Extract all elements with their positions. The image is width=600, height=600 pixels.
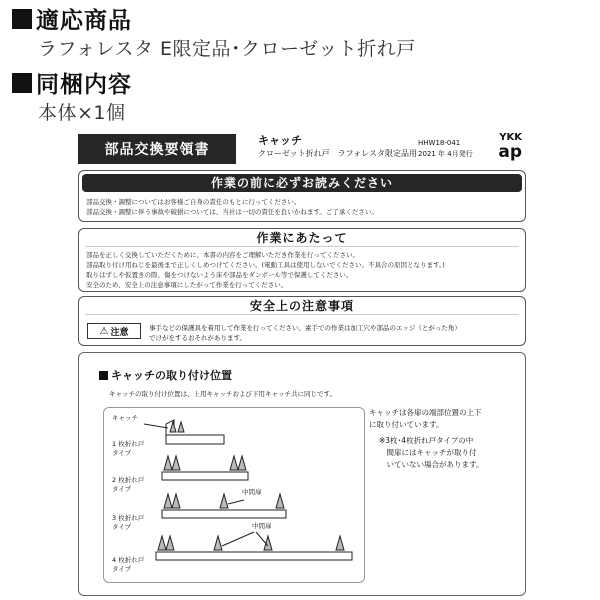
- catch-mark: [238, 456, 246, 470]
- manual-code-block: [418, 138, 473, 160]
- square-bullet-icon: [12, 73, 32, 93]
- catch-mark: [214, 536, 222, 550]
- catch-mark: [166, 536, 174, 550]
- applicable-products-heading: [12, 2, 132, 35]
- catch-mark: [172, 456, 180, 470]
- leader-line: [222, 532, 254, 546]
- catch-mark: [170, 422, 176, 432]
- manual-part-name: キャッチ: [258, 134, 302, 147]
- catch-mark: [336, 536, 344, 550]
- install-title: キャッチの取り付け位置: [99, 367, 232, 383]
- manual-header: [78, 128, 526, 168]
- package-contents-heading: [12, 66, 132, 99]
- type-label: タイプ: [112, 523, 132, 531]
- install-side-note: ※3枚･4枚折れ戸タイプの中 間扉にはキャッチが取り付 いていない場合があります。: [379, 436, 484, 469]
- install-side-text: キャッチは各扉の端部位置の上下 に取り付いています。: [369, 408, 482, 429]
- door-panel: [162, 510, 286, 518]
- door-diagram: [103, 407, 365, 583]
- ykk-ap-logo: YKK ap: [498, 132, 522, 162]
- type-label: 3 枚折れ戸: [112, 514, 145, 522]
- safety-text: [149, 323, 461, 343]
- catch-mark: [172, 494, 180, 508]
- door-diagram-svg: [104, 408, 364, 582]
- work-notes-line: 安全のため、安全上の注意事項にしたがって作業を行ってください。: [86, 281, 288, 289]
- leader-line: [228, 500, 244, 504]
- type-label: タイプ: [112, 565, 132, 573]
- work-notes-line: 取りはずしや仮置きの際、傷をつけないよう床や部品をダンボール等で保護してください。: [86, 271, 353, 279]
- install-position-box: [78, 352, 526, 596]
- leader-line: [144, 424, 168, 428]
- leader-line: [256, 532, 268, 546]
- work-notes-heading: 作業にあたって: [85, 229, 519, 247]
- read-first-box: [78, 170, 526, 222]
- type-label: 2 枚折れ戸: [112, 476, 145, 484]
- middle-door-label: 中間扉: [242, 488, 262, 496]
- applicable-products-text: ラフォレスタ E限定品･クローゼット折れ戸: [38, 38, 416, 60]
- catch-mark: [164, 494, 172, 508]
- square-bullet-icon: [12, 9, 32, 29]
- safety-box: [78, 296, 526, 346]
- manual-title: 部品交換要領書: [78, 134, 236, 164]
- catch-mark: [276, 494, 284, 508]
- warning-triangle-icon: ⚠: [99, 325, 109, 337]
- square-bullet-icon: [99, 371, 108, 380]
- type-label: タイプ: [112, 449, 132, 457]
- read-first-line: 部品交換・調整についてはお客様ご自身の責任のもとに行ってください。: [86, 198, 301, 206]
- type-label: 4 枚折れ戸: [112, 556, 145, 564]
- catch-mark: [220, 494, 228, 508]
- applicable-products-title: 適応商品: [36, 8, 132, 34]
- catch-mark: [164, 456, 172, 470]
- manual-date: 2021 年 4月発行: [418, 150, 473, 158]
- catch-label: キャッチ: [112, 414, 138, 422]
- door-panel: [166, 435, 224, 444]
- work-notes-line: 部品を正しく交換していただくために、本書の内容をご理解いただき作業を行ってください。: [86, 251, 359, 259]
- read-first-heading: 作業の前に必ずお読みください: [82, 174, 522, 192]
- manual-subtitle: クローゼット折れ戸 ラフォレスタ限定品用: [258, 149, 418, 158]
- catch-mark: [178, 422, 184, 432]
- install-note: キャッチの取り付け位置は、上用キャッチおよび下用キャッチ共に同じです。: [109, 390, 336, 398]
- read-first-line: 部品交換・調整に伴う事故や破損については、当社は一切の責任を負いかねます。ご了承ください。: [86, 208, 378, 216]
- work-notes-box: [78, 228, 526, 292]
- type-label: 1 枚折れ戸: [112, 440, 145, 448]
- replacement-manual: [78, 128, 526, 573]
- package-contents-text: 本体×1個: [38, 102, 126, 124]
- type-label: タイプ: [112, 485, 132, 493]
- safety-heading: 安全上の注意事項: [85, 297, 519, 315]
- package-contents-title: 同梱内容: [36, 72, 132, 98]
- catch-mark: [230, 456, 238, 470]
- caution-badge: ⚠ 注意: [87, 323, 141, 339]
- door-panel: [162, 472, 248, 480]
- safety-line: 事手などの保護具を着用して作業を行ってください。素手での作業は加工穴や部品のエッジ（とがった角）: [149, 324, 461, 332]
- manual-code: HHW18-041: [418, 139, 461, 147]
- door-panel: [156, 552, 352, 560]
- catch-mark: [158, 536, 166, 550]
- safety-line: でけがをするおそれがあります。: [149, 334, 246, 342]
- middle-door-label: 中間扉: [252, 522, 272, 530]
- work-notes-line: 部品取り付け用ねじを最後まで正しくしめつけてください。(電動工具は使用しないでください。不具合の原因となります。): [86, 261, 445, 269]
